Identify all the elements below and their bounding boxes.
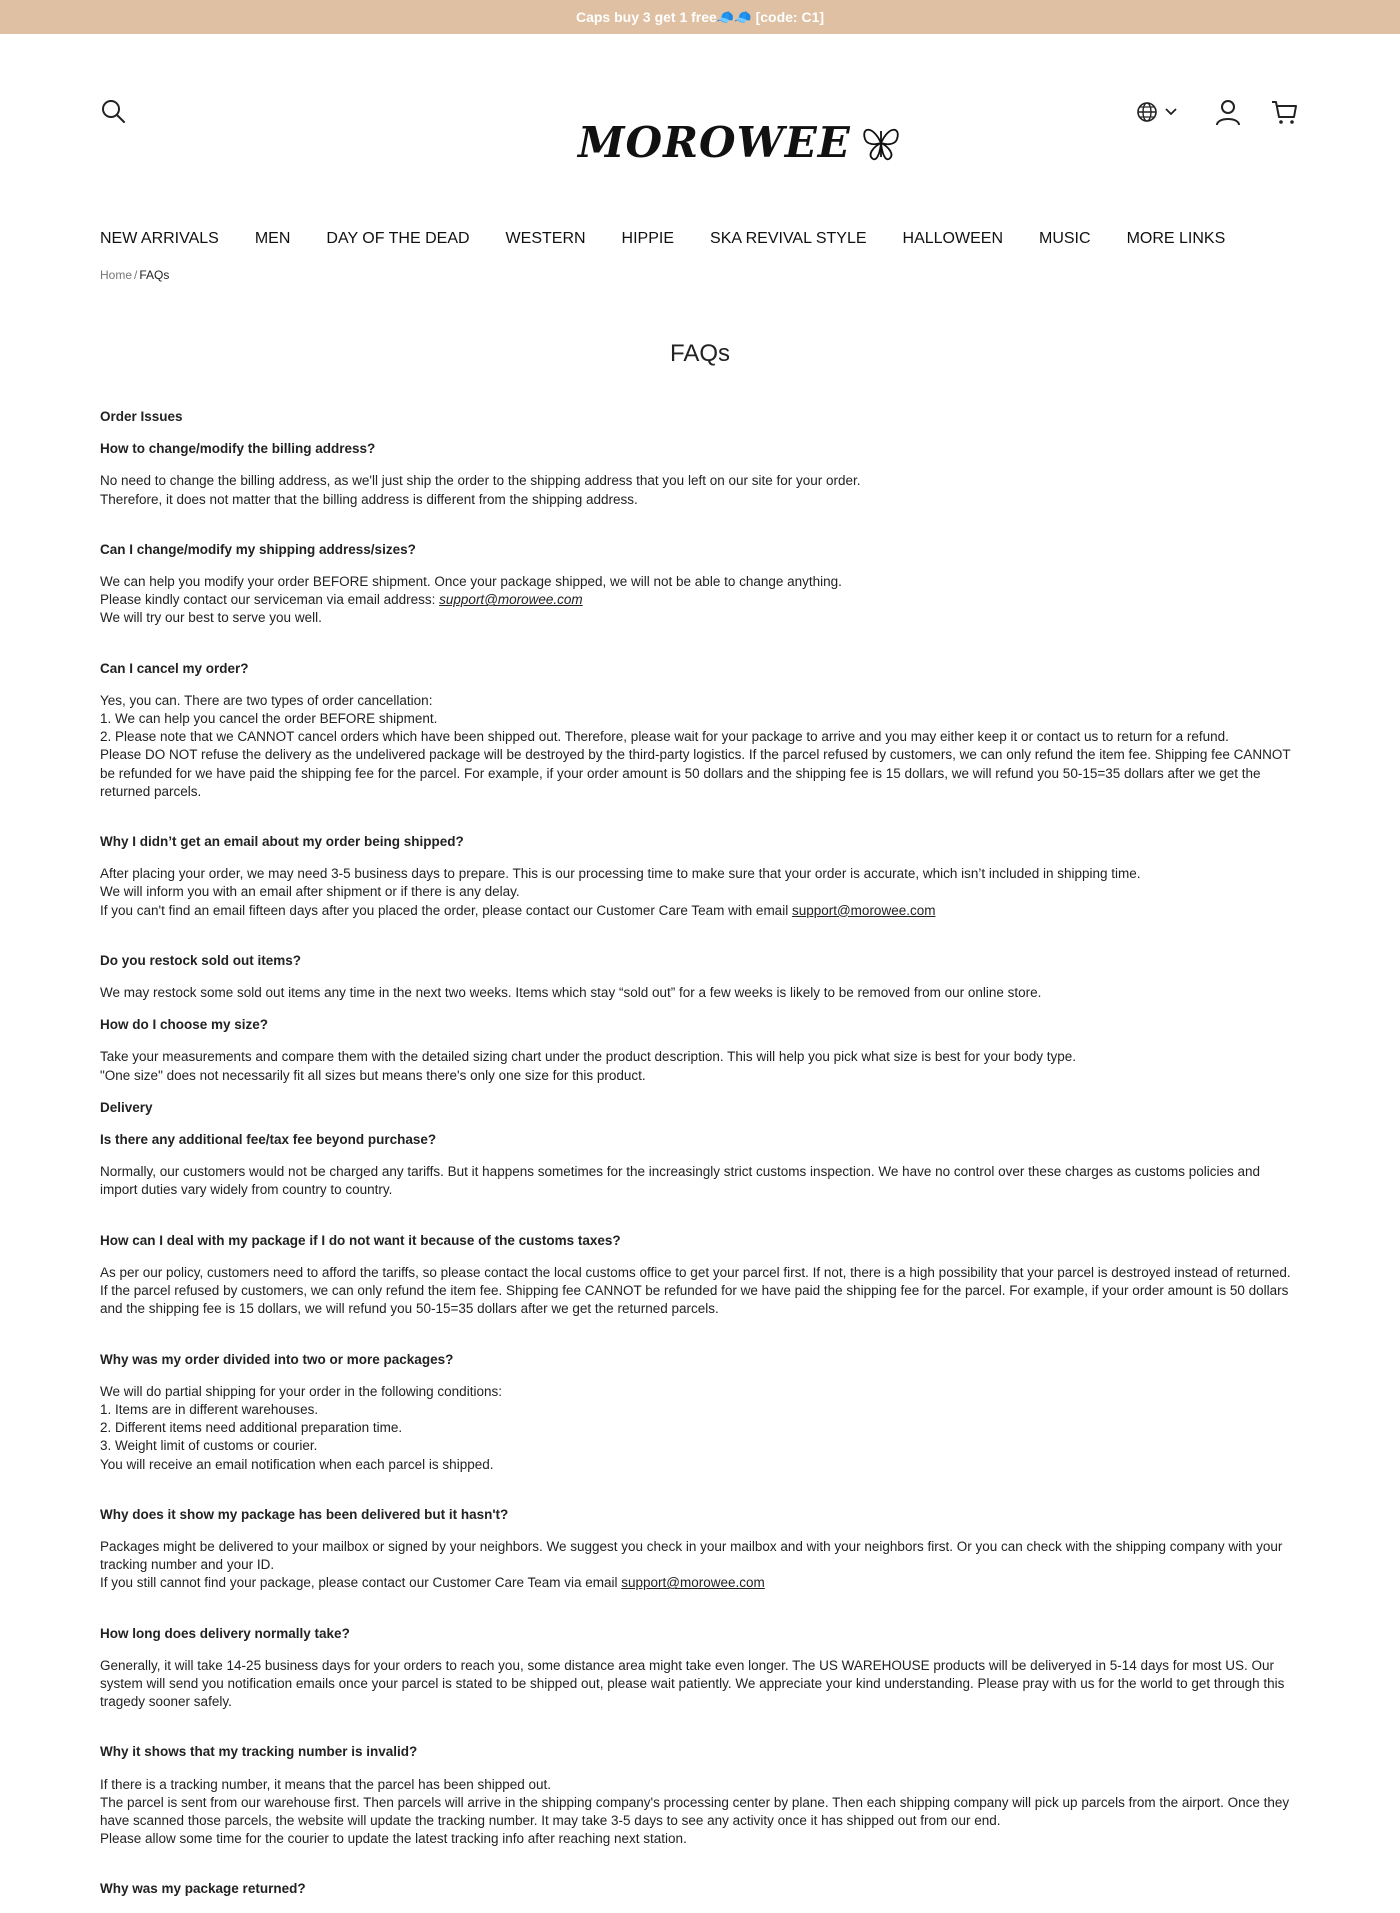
faq-answer-line: "One size" does not necessarily fit all sizes but means there's only one size for this product. bbox=[100, 1067, 646, 1083]
header-actions bbox=[1136, 98, 1298, 126]
faq-answer bbox=[100, 1163, 1300, 1199]
faq-answer-line: 2. Different items need additional preparation time. bbox=[100, 1420, 403, 1436]
faq-question: Can I change/modify my shipping address/sizes? bbox=[100, 541, 416, 557]
butterfly-icon bbox=[859, 121, 903, 165]
account-button[interactable] bbox=[1214, 98, 1242, 126]
faq-item bbox=[100, 952, 1300, 1002]
nav-hippie[interactable]: HIPPIE bbox=[621, 230, 675, 247]
faq-question: How can I deal with my package if I do not want it because of the customs taxes? bbox=[100, 1232, 621, 1248]
faq-answer-line: Please allow some time for the courier to update the latest tracking info after reaching next station. bbox=[100, 1831, 687, 1847]
faq-question: How to change/modify the billing address? bbox=[100, 441, 376, 457]
faq-answer bbox=[100, 984, 1300, 1002]
faq-item bbox=[100, 1351, 1300, 1474]
cart-icon bbox=[1270, 98, 1298, 126]
faq-answer-line: If you can't find an email fifteen days after you placed the order, please contact our Customer Care Team with email support@morowee.com bbox=[100, 902, 936, 918]
faq-answer-line: 3. Weight limit of customs or courier. bbox=[100, 1438, 318, 1454]
faq-question: How long does delivery normally take? bbox=[100, 1625, 350, 1641]
faq-item bbox=[100, 833, 1300, 920]
breadcrumb-separator: / bbox=[134, 268, 138, 282]
faq-answer-line: You will receive an email notification when each parcel is shipped. bbox=[100, 1456, 494, 1472]
faq-item bbox=[100, 1743, 1300, 1848]
faq-answer-line: We will inform you with an email after shipment or if there is any delay. bbox=[100, 884, 520, 900]
faq-answer bbox=[100, 573, 1300, 628]
faq-question: Is there any additional fee/tax fee beyond purchase? bbox=[100, 1132, 437, 1148]
announcement-bar bbox=[0, 0, 1400, 34]
faq-answer-line: We may restock some sold out items any time in the next two weeks. Items which stay “sold out” for a few weeks is likely to be removed from our online store. bbox=[100, 985, 1042, 1001]
faq-section-heading: Order Issues bbox=[100, 409, 183, 424]
nav-ska-revival-style[interactable]: SKA REVIVAL STYLE bbox=[710, 230, 867, 247]
faq-item bbox=[100, 1232, 1300, 1319]
faq-answer-line: Please kindly contact our serviceman via email address: support@morowee.com bbox=[100, 592, 583, 608]
faq-item bbox=[100, 1016, 1300, 1085]
faq-answer-line: As per our policy, customers need to afford the tariffs, so please contact the local customs office to get your parcel first. If not, there is a high possibility that your parcel is destroyed instead of returned. If the parcel refused by customers, we can only refund the item fee. Shipping fee CANNOT be refunded for we have paid the shipping fee for the parcel. For example, if your order amount is 50 dollars and the shipping fee is 15 dollars, we will refund you 50-15=35 dollars after we get the returned parcels. bbox=[100, 1264, 1291, 1317]
search-icon bbox=[100, 98, 126, 124]
faq-answer-line: Generally, it will take 14-25 business days for your orders to reach you, some distance area might take even longer. The US WAREHOUSE products will be deliveryed in 5-14 days for most US. Our system will send you notification emails once your parcel is stated to be shipped out, please wait patiently. We appreciate your kind understanding. Please pray with us for the world to get through this tragedy sooner safely. bbox=[100, 1657, 1285, 1710]
breadcrumb bbox=[100, 268, 169, 282]
faq-item bbox=[100, 1880, 1300, 1898]
faq-answer-line: 1. Items are in different warehouses. bbox=[100, 1401, 319, 1417]
faq-answer-line: Yes, you can. There are two types of order cancellation: bbox=[100, 692, 433, 708]
faq-answer bbox=[100, 865, 1300, 920]
nav-new-arrivals[interactable]: NEW ARRIVALS bbox=[100, 230, 219, 247]
faq-item bbox=[100, 541, 1300, 628]
nav-music[interactable]: MUSIC bbox=[1039, 230, 1091, 247]
faq-question: How do I choose my size? bbox=[100, 1017, 269, 1033]
faq-question: Why it shows that my tracking number is invalid? bbox=[100, 1744, 418, 1760]
faq-answer bbox=[100, 472, 1300, 508]
nav-men[interactable]: MEN bbox=[254, 230, 291, 247]
language-selector[interactable] bbox=[1136, 101, 1180, 123]
logo-text: MOROWEE bbox=[578, 118, 851, 167]
faq-answer-line: After placing your order, we may need 3-5 business days to prepare. This is our processing time to make sure that your order is accurate, which isn’t included in shipping time. bbox=[100, 866, 1141, 882]
faq-answer bbox=[100, 1383, 1300, 1474]
site-header bbox=[0, 34, 1400, 247]
faq-item bbox=[100, 1506, 1300, 1593]
faq-content bbox=[100, 408, 1300, 1913]
faq-answer bbox=[100, 692, 1300, 801]
faq-answer-line: No need to change the billing address, as we'll just ship the order to the shipping address that you left on our site for your order. bbox=[100, 473, 861, 489]
faq-answer-line: If you still cannot find your package, please contact our Customer Care Team via email support@morowee.com bbox=[100, 1575, 765, 1591]
faq-answer bbox=[100, 1538, 1300, 1593]
faq-question: Why does it show my package has been delivered but it hasn't? bbox=[100, 1506, 509, 1522]
faq-answer-line: If there is a tracking number, it means that the parcel has been shipped out. bbox=[100, 1776, 552, 1792]
faq-question: Do you restock sold out items? bbox=[100, 952, 302, 968]
faq-answer bbox=[100, 1048, 1300, 1084]
faq-question: Why was my package returned? bbox=[100, 1881, 306, 1897]
support-email-link[interactable]: support@morowee.com bbox=[791, 902, 936, 918]
faq-answer bbox=[100, 1657, 1300, 1712]
cart-button[interactable] bbox=[1270, 98, 1298, 126]
faq-answer-line: Take your measurements and compare them with the detailed sizing chart under the product description. This will help you pick what size is best for your body type. bbox=[100, 1049, 1076, 1065]
faq-item bbox=[100, 440, 1300, 509]
faq-answer-line: 2. Please note that we CANNOT cancel orders which have been shipped out. Therefore, please wait for your package to arrive and you may either keep it or contact us to return for a refund. bbox=[100, 729, 1229, 745]
nav-western[interactable]: WESTERN bbox=[505, 230, 586, 247]
faq-item bbox=[100, 660, 1300, 801]
faq-answer-line: We can help you modify your order BEFORE shipment. Once your package shipped, we will not be able to change anything. bbox=[100, 574, 842, 590]
faq-answer-line: Packages might be delivered to your mailbox or signed by your neighbors. We suggest you check in your mailbox and with your neighbors first. Or you can check with the shipping company with your tracking number and your ID. bbox=[100, 1538, 1283, 1573]
main-nav bbox=[100, 230, 1261, 248]
support-email-link[interactable]: support@morowee.com bbox=[621, 1575, 765, 1591]
breadcrumb-current: FAQs bbox=[139, 268, 170, 282]
faq-section-heading: Delivery bbox=[100, 1099, 153, 1115]
nav-more-links[interactable]: MORE LINKS bbox=[1126, 230, 1226, 247]
faq-item bbox=[100, 1625, 1300, 1712]
faq-question: Why was my order divided into two or more packages? bbox=[100, 1351, 454, 1367]
search-button[interactable] bbox=[100, 98, 126, 124]
faq-answer-line: Therefore, it does not matter that the billing address is different from the shipping address. bbox=[100, 491, 638, 507]
chevron-down-icon bbox=[1164, 105, 1178, 119]
faq-question: Why I didn’t get an email about my order being shipped? bbox=[100, 834, 464, 850]
faq-item bbox=[100, 1131, 1300, 1200]
faq-answer bbox=[100, 1776, 1300, 1849]
globe-icon bbox=[1136, 101, 1158, 123]
page-title: FAQs bbox=[669, 340, 730, 367]
user-icon bbox=[1214, 98, 1242, 126]
brand-logo[interactable] bbox=[578, 118, 903, 167]
faq-answer-line: The parcel is sent from our warehouse first. Then parcels will arrive in the shipping company's processing center by plane. Then each shipping company will pick up parcels from the airport. Once they have scanned those parcels, the website will update the tracking number. It may take 3-5 days to see any activity once it has shipped out from our end. bbox=[100, 1794, 1290, 1828]
nav-halloween[interactable]: HALLOWEEN bbox=[902, 230, 1003, 247]
faq-answer-line: We will try our best to serve you well. bbox=[100, 610, 322, 626]
faq-answer-line: We will do partial shipping for your order in the following conditions: bbox=[100, 1383, 502, 1399]
breadcrumb-home-link[interactable]: Home bbox=[100, 268, 133, 282]
announcement-text: Caps buy 3 get 1 free🧢🧢 [code: C1] bbox=[575, 8, 825, 25]
nav-day-of-the-dead[interactable]: DAY OF THE DEAD bbox=[326, 230, 470, 247]
faq-answer-line: Normally, our customers would not be charged any tariffs. But it happens sometimes for the increasingly strict customs inspection. We have no control over these charges as customs policies and import duties vary widely from country to country. bbox=[100, 1164, 1261, 1198]
faq-answer-line: Please DO NOT refuse the delivery as the undelivered package will be destroyed by the third-party logistics. If the parcel refused by customers, we can only refund the item fee. Shipping fee CANNOT be refunded for we have paid the shipping fee for the parcel. For example, if your order amount is 50 dollars and the shipping fee is 15 dollars, we will refund you 50-15=35 dollars after we get the returned parcels. bbox=[100, 747, 1291, 799]
faq-question: Can I cancel my order? bbox=[100, 660, 249, 676]
support-email-link[interactable]: support@morowee.com bbox=[439, 592, 583, 608]
faq-answer bbox=[100, 1264, 1300, 1319]
faq-answer-line: 1. We can help you cancel the order BEFORE shipment. bbox=[100, 711, 438, 727]
